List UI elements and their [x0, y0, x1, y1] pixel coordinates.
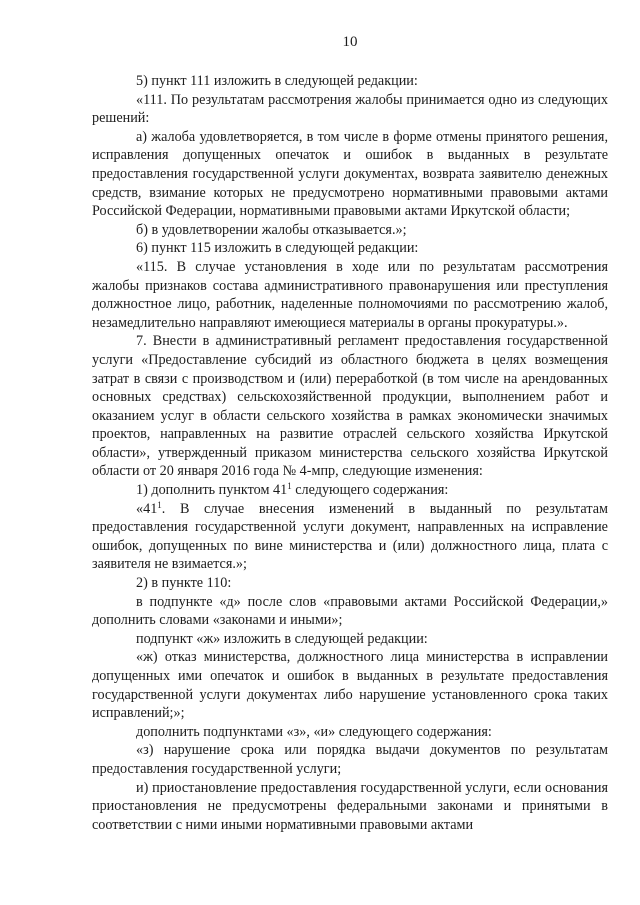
paragraph-subitem-b: б) в удовлетворении жалобы отказывается.»; [136, 221, 407, 238]
paragraph-item-6: 6) пункт 115 изложить в следующей редакции: [136, 240, 419, 257]
text-fragment: следующего содержания: [291, 482, 449, 499]
paragraph-item-7: 7. Внести в административный регламент предоставления государственной услуги «Предоставление субсидий из областного бюджета в целях возмещения затрат в связи с производством и (или) переработкой (в том числе на арендованных основных средствах) сельскохозяйственной продукции, выполнением работ и оказанием услуг в области сельского хозяйства в рамках экономически значимых проектов, направленных на развитие отраслей сельского хозяйства Иркутской области», утвержденный приказом министерства сельского хозяйства Иркутской области от 20 января 2016 года № 4-мпр, следующие изменения: [92, 333, 608, 480]
paragraph-subpoint-zh-intro: подпункт «ж» изложить в следующей редакции: [136, 630, 428, 647]
paragraph-subpoint-i: и) приостановление предоставления государственной услуги, если основания приостановления не предусмотрены федеральными законами и принятыми в соответствии с ними иными нормативными правовыми актами [92, 779, 608, 833]
paragraph-subpoint-z: «з) нарушение срока или порядка выдачи документов по результатам предоставления государственной услуги; [92, 742, 608, 777]
superscript: 1 [157, 499, 162, 510]
paragraph-subpoint-zh: «ж) отказ министерства, должностного лица министерства в исправлении допущенных ими опечаток и ошибок в выданных в результате предоставления государственной услуги документах либо нарушение установленного срока таких исправлений;»; [92, 649, 608, 722]
superscript: 1 [287, 481, 292, 492]
document-body [92, 72, 608, 834]
text-fragment: 1) дополнить пунктом 41 [136, 482, 288, 499]
page-number: 10 [342, 34, 358, 50]
text-fragment: «41 [136, 500, 158, 517]
paragraph-item-5: 5) пункт 111 изложить в следующей редакции: [136, 73, 418, 89]
paragraph-quote-115: «115. В случае установления в ходе или по результатам рассмотрения жалобы признаков состава административного правонарушения или преступления должностное лицо, работник, наделенные полномочиями по рассмотрению жалоб, незамедлительно направляют имеющиеся материалы в органы прокуратуры.». [92, 258, 608, 331]
paragraph-point-110: 2) в пункте 110: [136, 575, 232, 592]
paragraph-subitem-a: а) жалоба удовлетворяется, в том числе в форме отмены принятого решения, исправления допущенных опечаток и ошибок в выданных в результате предоставления государственной услуги документах, возврата заявителю денежных средств, взимание которых не предусмотрено нормативными правовыми актами Российской Федерации, нормативными правовыми актами Иркутской области; [92, 128, 608, 220]
paragraph-add-41-1 [92, 481, 608, 500]
paragraph-subpoint-d: в подпункте «д» после слов «правовыми актами Российской Федерации,» дополнить словами «законами и иными»; [92, 593, 608, 629]
text-fragment: . В случае внесения изменений в выданный по результатам предоставления государственной услуги документ, направленных на исправление ошибок, допущенных по вине министерства и (или) должностного лица, плата с заявителя не взимается.»; [92, 500, 608, 573]
paragraph-quote-41-1 [92, 500, 608, 574]
paragraph-quote-111: «111. По результатам рассмотрения жалобы принимается одно из следующих решений: [92, 91, 608, 127]
paragraph-add-subpoints: дополнить подпунктами «з», «и» следующего содержания: [136, 723, 492, 740]
